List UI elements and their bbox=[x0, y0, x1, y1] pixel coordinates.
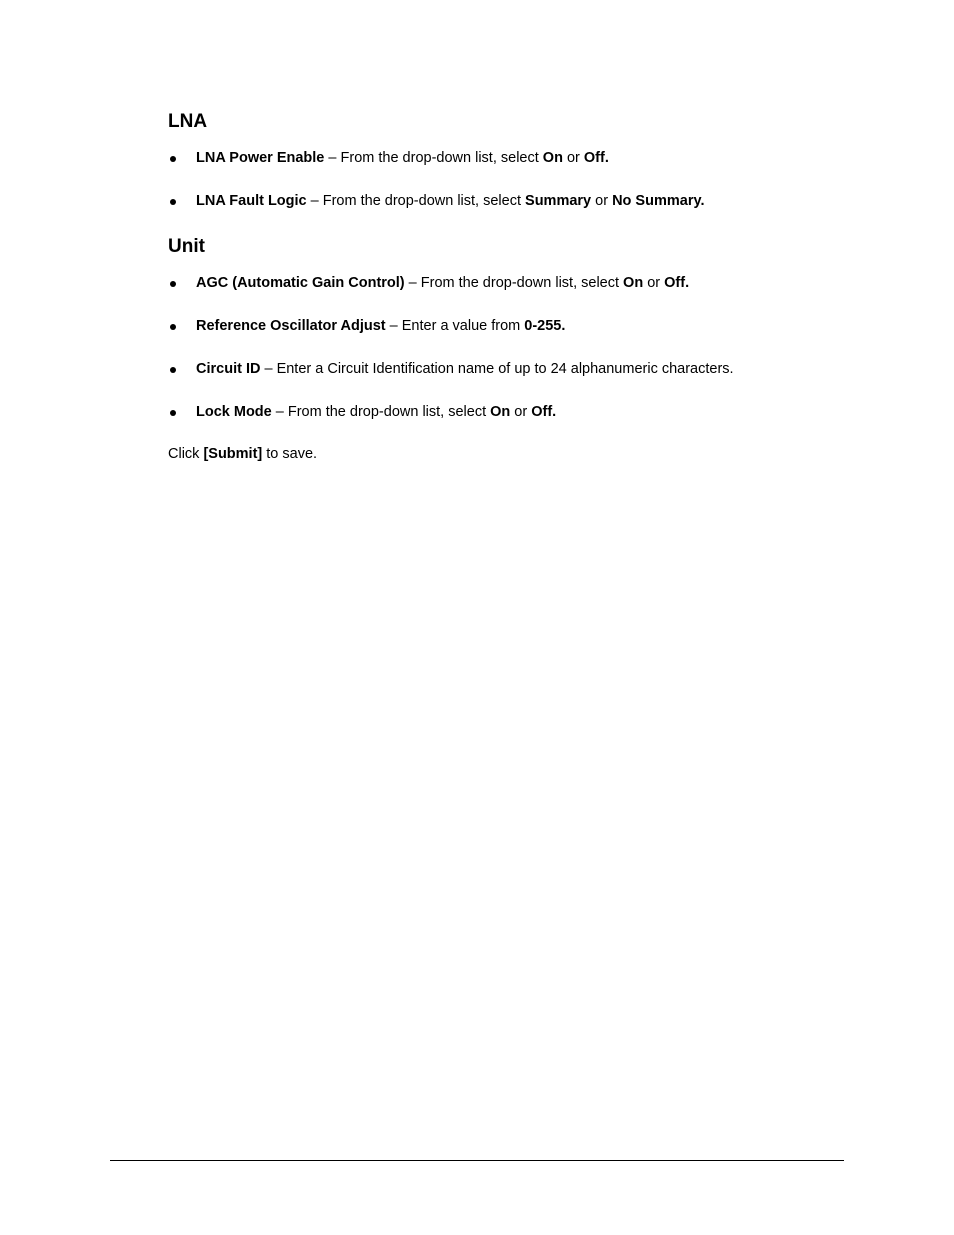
item-option: Off. bbox=[664, 275, 690, 291]
lna-list bbox=[168, 148, 858, 211]
item-text: – Enter a Circuit Identification name of up to 24 alphanumeric characters. bbox=[260, 361, 734, 377]
bullet-icon bbox=[170, 199, 176, 205]
item-term: Reference Oscillator Adjust bbox=[196, 318, 386, 334]
item-term: Circuit ID bbox=[196, 361, 261, 377]
bullet-icon bbox=[170, 156, 176, 162]
submit-instruction bbox=[168, 444, 858, 464]
item-text: – From the drop-down list, select bbox=[271, 404, 491, 420]
item-text: – From the drop-down list, select bbox=[404, 275, 624, 291]
item-term: AGC (Automatic Gain Control) bbox=[196, 275, 405, 291]
item-option: Summary bbox=[525, 193, 592, 209]
item-connector: or bbox=[510, 404, 532, 420]
item-connector: or bbox=[643, 275, 665, 291]
item-option: 0-255. bbox=[524, 318, 566, 334]
unit-list bbox=[168, 273, 858, 422]
list-item-lock-mode bbox=[168, 402, 858, 422]
item-option: On bbox=[542, 150, 563, 166]
list-item-circuit-id bbox=[168, 359, 858, 379]
submit-reference: [Submit] bbox=[203, 446, 263, 462]
footer-divider bbox=[110, 1160, 844, 1161]
item-option: Off. bbox=[583, 150, 609, 166]
list-item-lna-power-enable bbox=[168, 148, 858, 168]
list-item-lna-fault-logic bbox=[168, 191, 858, 211]
item-text: – From the drop-down list, select bbox=[324, 150, 543, 166]
section-heading-lna: LNA bbox=[168, 111, 208, 132]
item-connector: or bbox=[562, 150, 584, 166]
item-term: Lock Mode bbox=[196, 404, 272, 420]
instruction-suffix: to save. bbox=[262, 446, 318, 462]
item-term: LNA Power Enable bbox=[196, 150, 325, 166]
item-option: On bbox=[623, 275, 644, 291]
item-text: – From the drop-down list, select bbox=[306, 193, 526, 209]
list-item-agc bbox=[168, 273, 858, 293]
bullet-icon bbox=[170, 367, 176, 373]
item-option: On bbox=[490, 404, 511, 420]
bullet-icon bbox=[170, 324, 176, 330]
bullet-icon bbox=[170, 281, 176, 287]
bullet-icon bbox=[170, 410, 176, 416]
page-content bbox=[168, 108, 858, 464]
instruction-prefix: Click bbox=[168, 446, 204, 462]
item-text: – Enter a value from bbox=[385, 318, 525, 334]
list-item-reference-oscillator-adjust bbox=[168, 316, 858, 336]
item-option: No Summary. bbox=[612, 193, 705, 209]
item-connector: or bbox=[591, 193, 613, 209]
section-heading-unit: Unit bbox=[168, 236, 205, 257]
item-option: Off. bbox=[531, 404, 557, 420]
item-term: LNA Fault Logic bbox=[196, 193, 307, 209]
